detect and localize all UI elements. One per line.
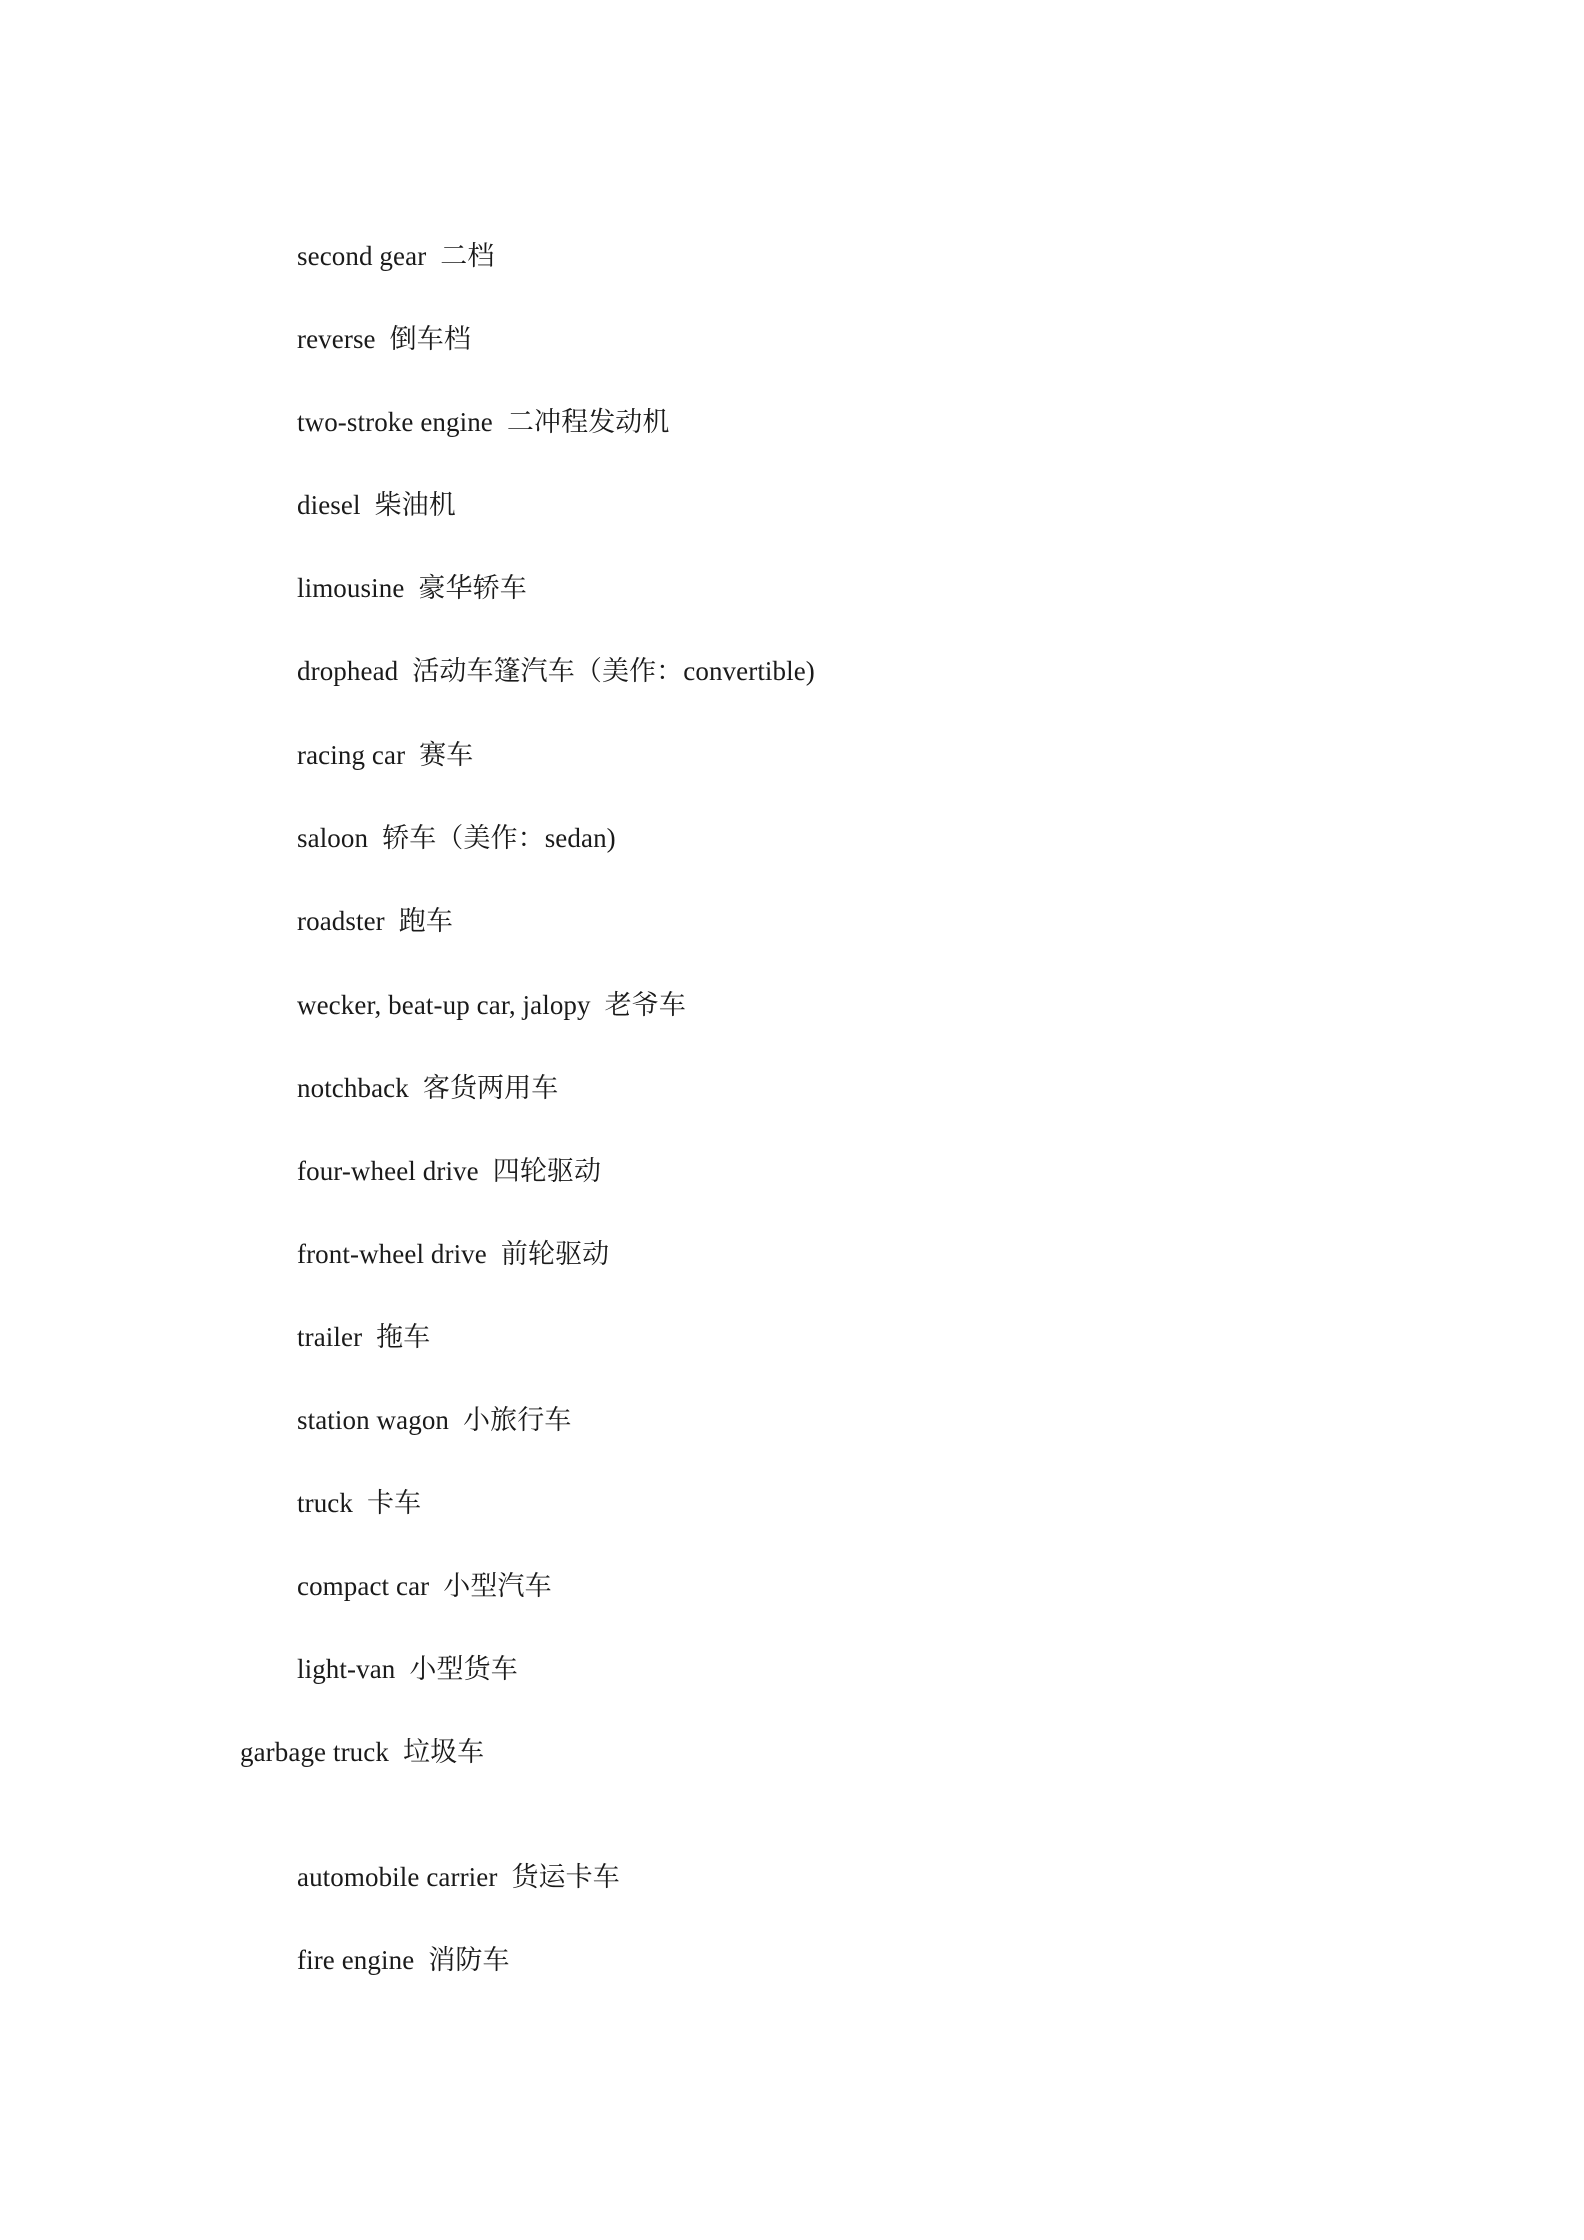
entry-term: reverse — [297, 324, 376, 354]
entry-term: automobile carrier — [297, 1862, 498, 1892]
entry-gloss: 垃圾车 — [402, 1737, 485, 1767]
vocab-entry — [297, 239, 495, 273]
vocab-entry — [297, 1943, 510, 1977]
entry-gloss: 消防车 — [428, 1945, 510, 1975]
entry-gloss: 跑车 — [398, 906, 453, 936]
entry-term: notchback — [297, 1073, 409, 1103]
entry-term: garbage truck — [240, 1737, 389, 1767]
vocab-entry — [240, 1735, 484, 1769]
vocab-entry — [297, 322, 471, 356]
entry-term: four-wheel drive — [297, 1156, 479, 1186]
entry-term: light-van — [297, 1654, 396, 1684]
entry-term: drophead — [297, 656, 399, 686]
entry-term: racing car — [297, 740, 406, 770]
entry-gloss: 小型汽车 — [443, 1571, 552, 1601]
entry-gloss: 客货两用车 — [422, 1073, 559, 1103]
vocab-entry — [297, 1486, 421, 1520]
vocab-entry — [297, 738, 473, 772]
vocab-entry — [297, 821, 616, 855]
entry-gloss: 赛车 — [419, 740, 474, 770]
vocab-entry — [297, 1237, 609, 1271]
entry-term: saloon — [297, 823, 369, 853]
entry-gloss: 小型货车 — [409, 1654, 518, 1684]
entry-term: front-wheel drive — [297, 1239, 487, 1269]
entry-term: wecker, beat-up car, jalopy — [297, 990, 591, 1020]
entry-term: limousine — [297, 573, 405, 603]
entry-term: fire engine — [297, 1945, 415, 1975]
vocab-entry — [297, 988, 686, 1022]
entry-term: second gear — [297, 241, 427, 271]
vocab-entry — [297, 654, 815, 688]
entry-term: trailer — [297, 1322, 363, 1352]
entry-gloss: 老爷车 — [604, 990, 686, 1020]
vocab-entry — [297, 1403, 571, 1437]
vocab-entry — [297, 904, 453, 938]
vocab-entry — [297, 1569, 552, 1603]
entry-gloss: 柴油机 — [374, 490, 456, 520]
vocab-entry — [297, 1320, 430, 1354]
entry-term: compact car — [297, 1571, 430, 1601]
entry-term: diesel — [297, 490, 361, 520]
entry-gloss: 小旅行车 — [463, 1405, 572, 1435]
entry-gloss: 四轮驱动 — [492, 1156, 602, 1186]
entry-term: station wagon — [297, 1405, 450, 1435]
entry-term: truck — [297, 1488, 353, 1518]
entry-gloss: 前轮驱动 — [500, 1239, 610, 1269]
vocab-entry — [297, 1652, 518, 1686]
entry-gloss: 活动车篷汽车（美作：convertible) — [412, 656, 815, 686]
entry-gloss: 豪华轿车 — [418, 573, 527, 603]
entry-gloss: 二冲程发动机 — [506, 407, 670, 437]
entry-gloss: 轿车（美作：sedan) — [382, 823, 616, 853]
vocab-entry — [297, 1071, 558, 1105]
entry-gloss: 拖车 — [376, 1322, 431, 1352]
vocab-entry — [297, 571, 527, 605]
entry-term: two-stroke engine — [297, 407, 493, 437]
vocab-entry — [297, 488, 456, 522]
entry-gloss: 卡车 — [366, 1488, 422, 1518]
entry-term: roadster — [297, 906, 385, 936]
vocab-entry — [297, 1860, 620, 1894]
vocab-entry — [297, 405, 670, 439]
entry-gloss: 二档 — [440, 241, 495, 271]
vocab-entry — [297, 1154, 601, 1188]
entry-gloss: 倒车档 — [389, 324, 471, 354]
entry-gloss: 货运卡车 — [511, 1862, 620, 1892]
